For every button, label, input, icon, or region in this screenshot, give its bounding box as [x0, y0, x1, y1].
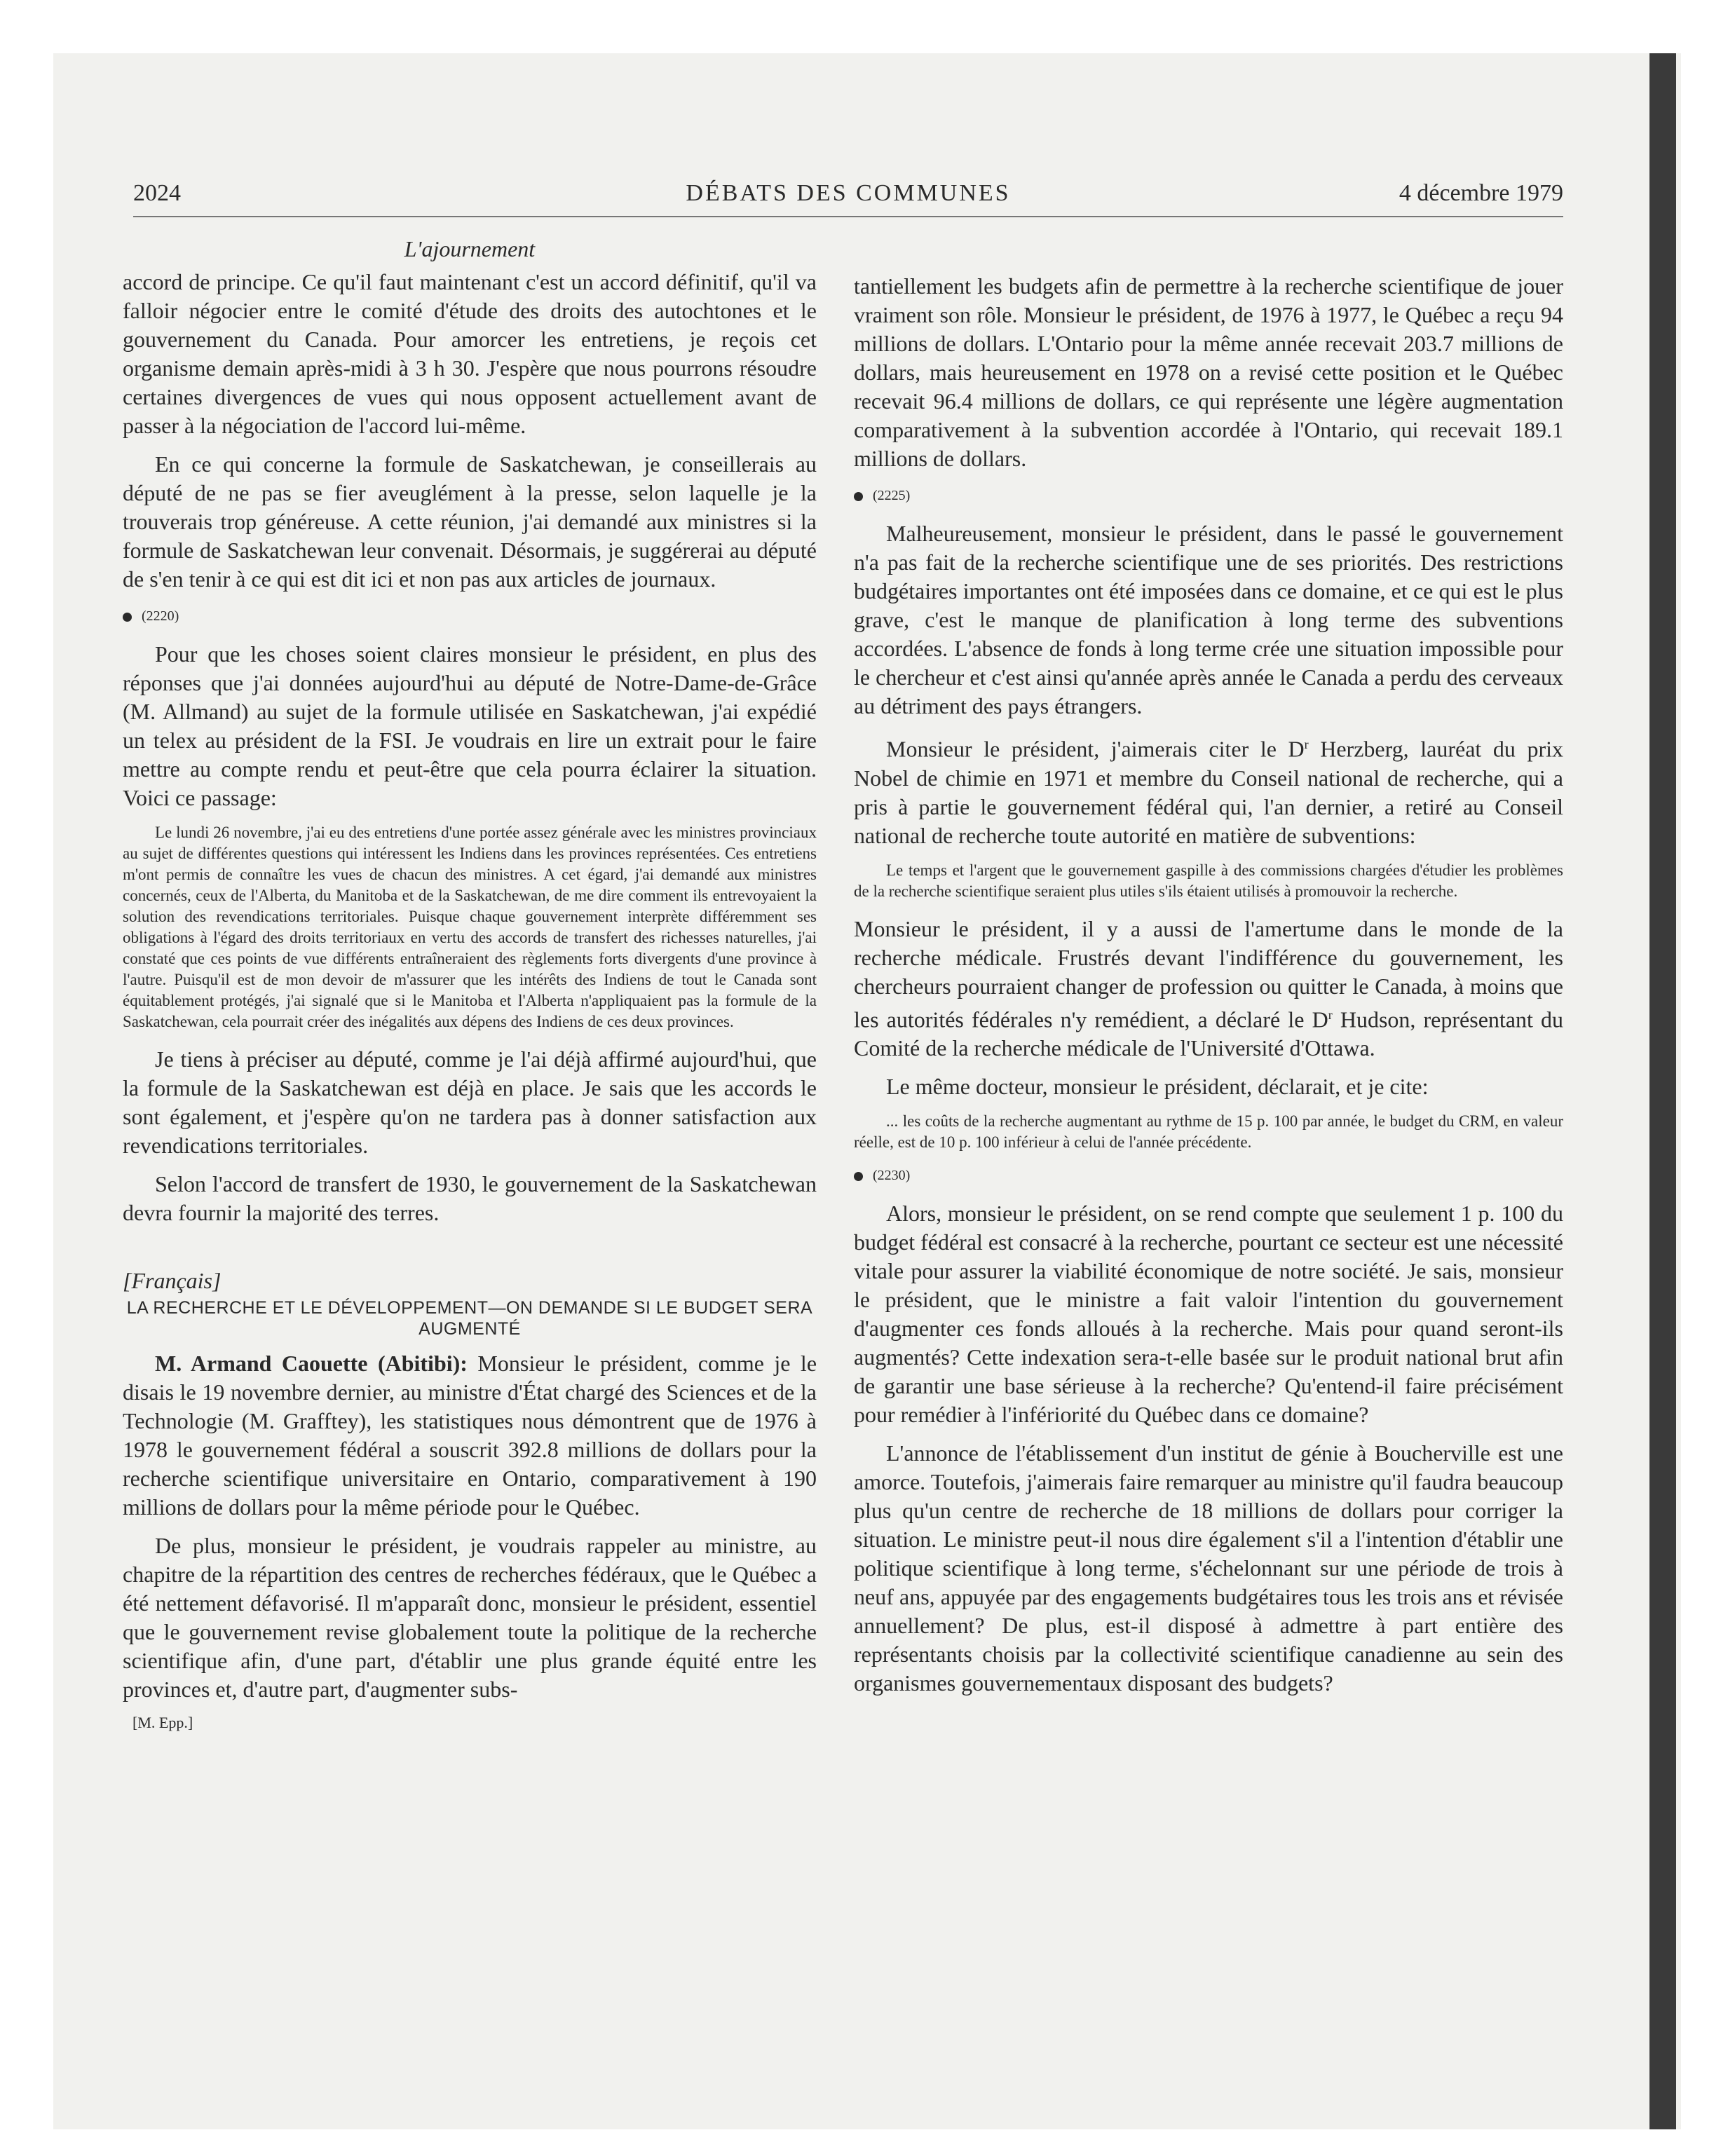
bullet-icon	[854, 492, 863, 501]
time-marker	[854, 1166, 1563, 1185]
block-quote: Le temps et l'argent que le gouvernement gaspille à des commissions chargées d'étudier les problèmes de la recherche scientifique seraient plus utiles s'ils étaient utilisés à promouvoir la recherche.	[854, 861, 1563, 900]
paragraph: Malheureusement, monsieur le président, dans le passé le gouvernement n'a pas fait de la recherche scientifique une de ses priorités. Des restrictions budgétaires importantes ont été imposées dans ce domaine, et ce qui est le plus grave, c'est le manque de planification à long terme des subventions accordées. L'absence de fonds à long terme crée une situation impossible pour le chercheur et c'est ainsi qu'année après année le Canada a perdu des cerveaux au détriment des pays étrangers.	[854, 521, 1563, 718]
bullet-icon	[854, 1172, 863, 1181]
speaker-name: M. Armand Caouette (Abitibi):	[155, 1351, 468, 1376]
text-run: Hudson, représentant du Comité de la recherche médicale de l'Université d'Ottawa.	[854, 1007, 1564, 1061]
right-column	[854, 272, 1563, 1707]
block-quote: Le lundi 26 novembre, j'ai eu des entretiens d'une portée assez générale avec les ministres provinciaux au sujet de différentes questions qui intéressent les Indiens dans les provinces représentées. Ces entretiens m'ont permis de connaître les vues de chacun des ministres. A cet égard, j'ai demandé aux ministres concernés, ceux de l'Alberta, du Manitoba et de la Saskatchewan, de me dire comment ils entrevoyaient la solution des revendications territoriales. Puisque chaque gouvernement interprète différemment ses obligations à l'égard des droits territoriaux en vertu des accords de transfert des richesses naturelles, j'ai constaté que ces points de vue différents entraîneraient des règlements forts divergents d'une province à l'autre. Puisqu'il est de mon devoir de m'assurer que les intérêts des Indiens de tout le Canada sont équitablement protégés, j'ai signalé que si le Manitoba et l'Alberta n'appliquaient pas la formule de la Saskatchewan, cela pourrait créer des inégalités aux dépens des Indiens de ces deux provinces.	[123, 824, 817, 1030]
paragraph: Pour que les choses soient claires monsieur le président, en plus des réponses que j'ai données aujourd'hui au député de Notre-Dame-de-Grâce (M. Allmand) au sujet de la formule utilisée en Saskatchewan, j'ai expédié un telex au président de la FSI. Je voudrais en lire un extrait pour le faire mettre au compte rendu et peut-être que cela pourra éclairer la situation. Voici ce passage:	[123, 641, 817, 810]
speech-text: Monsieur le président, comme je le disais le 19 novembre dernier, au ministre d'État chargé des Sciences et de la Technologie (M. Grafftey), les statistiques nous démontrent que de 1976 à 1978 le gouvernement fédéral a souscrit 392.8 millions de dollars pour la recherche scientifique universitaire en Ontario, comparativement à 190 millions de dollars pour la même période pour le Québec.	[123, 1351, 817, 1520]
text-run: Monsieur le président, il y a aussi de l'amertume dans le monde de la recherche médicale. Frustrés devant l'indifférence du gouvernement, les chercheurs pourraient changer de profession ou quitter le Canada, à moins que les autorités fédérales n'y remédient, a déclaré le D	[854, 915, 1563, 1032]
time-marker-label: (2230)	[873, 1168, 911, 1184]
speaker-footnote: [M. Epp.]	[132, 1714, 193, 1731]
subject-heading: LA RECHERCHE ET LE DÉVELOPPEMENT—ON DEMANDE SI LE BUDGET SERA AUGMENTÉ	[126, 1298, 813, 1339]
left-column	[123, 233, 817, 1732]
time-marker	[123, 606, 817, 626]
publication-title: DÉBATS DES COMMUNES	[686, 180, 1011, 206]
time-marker-label: (2220)	[142, 608, 179, 624]
superscript: r	[1328, 1007, 1333, 1022]
text-run: Monsieur le président, j'aimerais citer le D	[886, 736, 1305, 762]
paragraph: De plus, monsieur le président, je voudrais rappeler au ministre, au chapitre de la répartition des centres de recherches fédéraux, que le Québec a été nettement défavorisé. Il m'apparaît donc, monsieur le président, essentiel que le gouvernement revise globalement toute la politique de la recherche scientifique afin, d'une part, d'établir une plus grande équité entre les provinces et, d'autre part, d'augmenter subs-	[123, 1533, 817, 1702]
paragraph: accord de principe. Ce qu'il faut maintenant c'est un accord définitif, qu'il va falloir négocier entre le comité d'étude des droits des autochtones et le gouvernement du Canada. Pour amorcer les entretiens, je reçois cet organisme demain après-midi à 3 h 30. J'espère que nous pourrons résoudre certaines divergences de vues qui nous opposent actuellement avant de passer à la négociation de l'accord lui-même.	[123, 269, 817, 438]
scan-edge-bar	[1649, 53, 1676, 2129]
page-header	[133, 177, 1563, 217]
page-date: 4 décembre 1979	[1399, 180, 1563, 206]
paragraph: Alors, monsieur le président, on se rend compte que seulement 1 p. 100 du budget fédéral est consacré à la recherche, pourtant ce secteur est une nécessité vitale pour assurer la viabilité économique de notre société. Je sais, monsieur le président, que le ministre a fait valoir l'intention du gouvernement d'augmenter ces fonds alloués à la recherche. Mais pour quand seront-ils augmentés? Cette indexation sera-t-elle basée sur le produit national brut afin de garantir une base sérieuse à la recherche? Qu'entend-il faire précisément pour remédier à l'infériorité du Québec dans ce domaine?	[854, 1201, 1563, 1428]
time-marker	[854, 486, 1563, 505]
paragraph: Je tiens à préciser au député, comme je l'ai déjà affirmé aujourd'hui, que la formule de la Saskatchewan est déjà en place. Je sais que les accords le sont également, et j'espère qu'on ne tardera pas à donner satisfaction aux revendications territoriales.	[123, 1046, 817, 1158]
paragraph: tantiellement les budgets afin de permettre à la recherche scientifique de jouer vraiment son rôle. Monsieur le président, de 1976 à 1977, le Québec a reçu 94 millions de dollars. L'Ontario pour la même année recevait 203.7 millions de dollars, mais heureusement en 1978 on a revisé cette position et le Québec recevait 96.4 millions de dollars, ce qui représente une légère augmentation comparativement à la subvention accordée à l'Ontario, qui recevait 189.1 millions de dollars.	[854, 273, 1563, 471]
section-title: L'ajournement	[404, 236, 536, 261]
text-run: Herzberg, lauréat du prix Nobel de chimie en 1971 et membre du Conseil national de recherche, qui a pris à partie le gouvernement fédéral qui, l'an dernier, a retiré au Conseil national de recherche toute autorité en matière de subventions:	[854, 736, 1564, 848]
paragraph: Le même docteur, monsieur le président, déclarait, et je cite:	[886, 1074, 1429, 1100]
paragraph	[854, 730, 1563, 850]
time-marker-label: (2225)	[873, 488, 911, 503]
page-number: 2024	[133, 180, 181, 206]
paragraph: L'annonce de l'établissement d'un institut de génie à Boucherville est une amorce. Toutefois, j'aimerais faire remarquer au ministre qu'il faudra beaucoup plus qu'un centre de recherche de 18 millions de dollars pour corriger la situation. Le ministre peut-il nous dire également s'il a l'intention d'établir une politique scientifique à long terme, s'échelonnant sur une période de trois à neuf ans, appuyée par des engagements budgétaires tous les trois ans et révisée annuellement? De plus, est-il disposé à admettre à part entière des représentants choisis par la collectivité scientifique canadienne au sein des organismes gouvernementaux disposant des budgets?	[854, 1440, 1563, 1696]
block-quote: ... les coûts de la recherche augmentant au rythme de 15 p. 100 par année, le budget du CRM, en valeur réelle, est de 10 p. 100 inférieur à celui de l'année précédente.	[854, 1112, 1563, 1152]
superscript: r	[1304, 737, 1309, 751]
language-tag: [Français]	[123, 1268, 222, 1293]
paragraph: En ce qui concerne la formule de Saskatchewan, je conseillerais au député de ne pas se fier aveuglément à la presse, selon laquelle je la trouverais trop généreuse. A cette réunion, j'ai demandé aux ministres si la formule de Saskatchewan leur convenait. Désormais, je suggérerai au député de s'en tenir à ce qui est dit ici et non pas aux articles de journaux.	[123, 451, 817, 592]
paragraph: Selon l'accord de transfert de 1930, le gouvernement de la Saskatchewan devra fournir la majorité des terres.	[123, 1171, 817, 1225]
bullet-icon	[123, 613, 132, 622]
paragraph	[854, 915, 1563, 1063]
speech-paragraph	[123, 1349, 817, 1522]
